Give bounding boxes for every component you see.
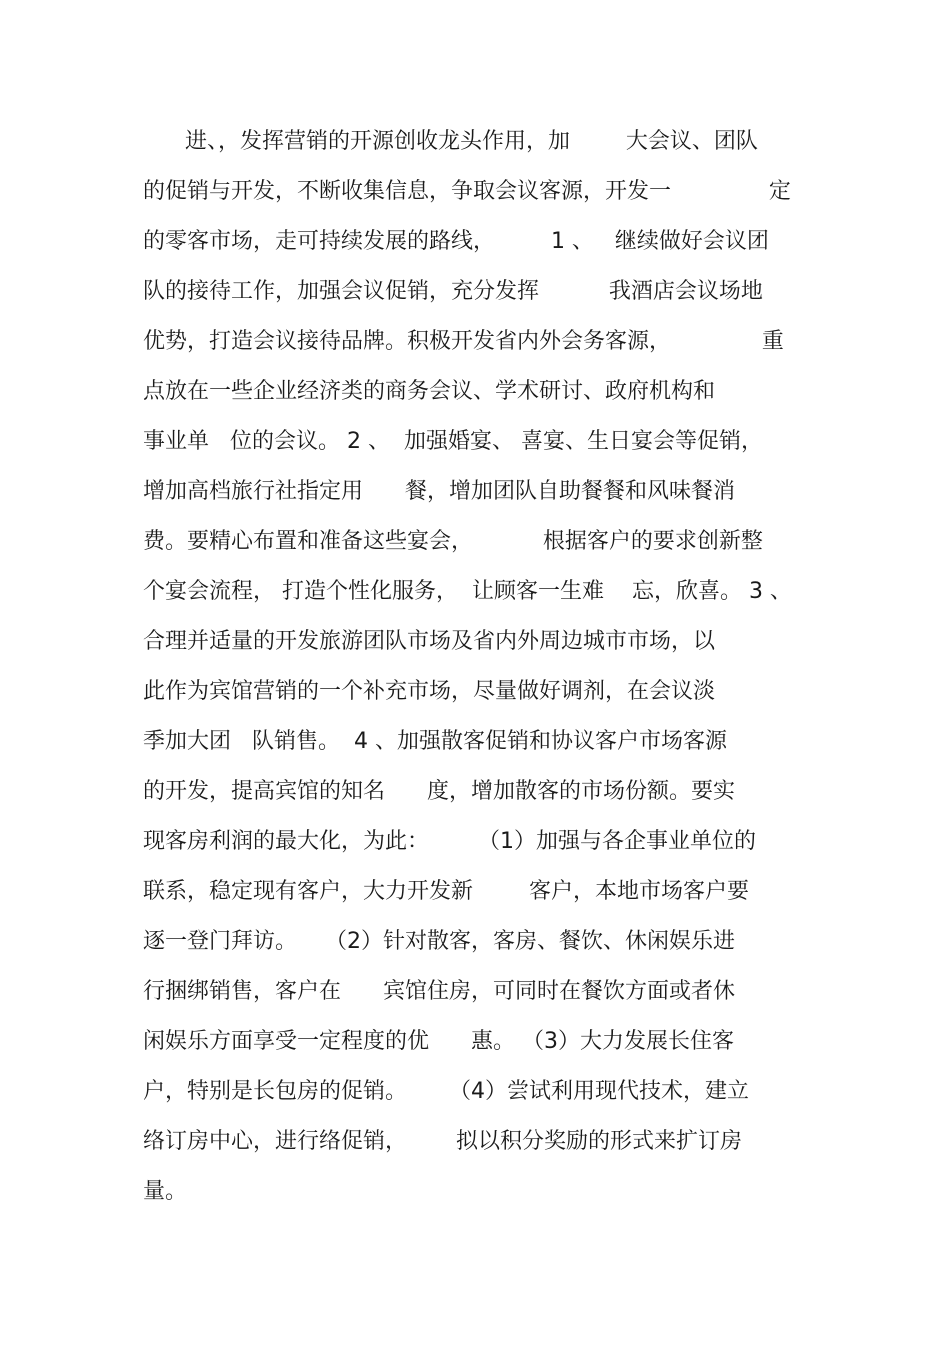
text-line: 闲娱乐方面享受一定程度的优 惠。 （3）大力发展长住客: [143, 1029, 734, 1054]
text-line: 行捆绑销售，客户在 宾馆住房，可同时在餐饮方面或者休: [143, 979, 735, 1004]
text-line: 现客房利润的最大化，为此： （1）加强与各企事业单位的: [143, 829, 756, 854]
text-line: 事业单 位的会议。 2 、 加强婚宴、 喜宴、生日宴会等促销，: [143, 429, 763, 454]
text-line: 络订房中心，进行络促销， 拟以积分奖励的形式来扩订房: [143, 1129, 742, 1154]
text-line: 逐一登门拜访。 （2）针对散客，客房、餐饮、休闲娱乐进: [143, 929, 735, 954]
text-line: 增加高档旅行社指定用 餐，增加团队自助餐餐和风味餐消: [143, 479, 735, 504]
text-line: 的促销与开发，不断收集信息，争取会议客源，开发一 定: [143, 179, 791, 204]
text-line: 进、，发挥营销的开源创收龙头作用，加 大会议、团队: [143, 129, 758, 154]
text-line: 合理并适量的开发旅游团队市场及省内外周边城市市场，以: [143, 629, 716, 654]
text-line: 户，特别是长包房的促销。 （4）尝试利用现代技术，建立: [143, 1079, 749, 1104]
text-line: 队的接待工作，加强会议促销，充分发挥 我酒店会议场地: [143, 279, 763, 304]
text-line: 季加大团 队销售。 4 、加强散客促销和协议客户市场客源: [143, 729, 727, 754]
body-text: [143, 117, 823, 1217]
text-line: 的开发，提高宾馆的知名 度，增加散客的市场份额。要实: [143, 779, 735, 804]
text-line: 优势，打造会议接待品牌。积极开发省内外会务客源， 重: [143, 329, 784, 354]
text-line: 此作为宾馆营销的一个补充市场，尽量做好调剂，在会议淡: [143, 679, 716, 704]
text-line: 费。要精心布置和准备这些宴会， 根据客户的要求创新整: [143, 529, 763, 554]
text-line: 量。: [143, 1179, 188, 1204]
text-line: 联系，稳定现有客户，大力开发新 客户，本地市场客户要: [143, 879, 749, 904]
text-line: 点放在一些企业经济类的商务会议、学术研讨、政府机构和: [143, 379, 716, 404]
text-line: 个宴会流程， 打造个性化服务， 让顾客一生难 忘，欣喜。 3 、: [143, 579, 792, 604]
text-line: 的零客市场，走可持续发展的路线， 1 、 继续做好会议团: [143, 229, 769, 254]
